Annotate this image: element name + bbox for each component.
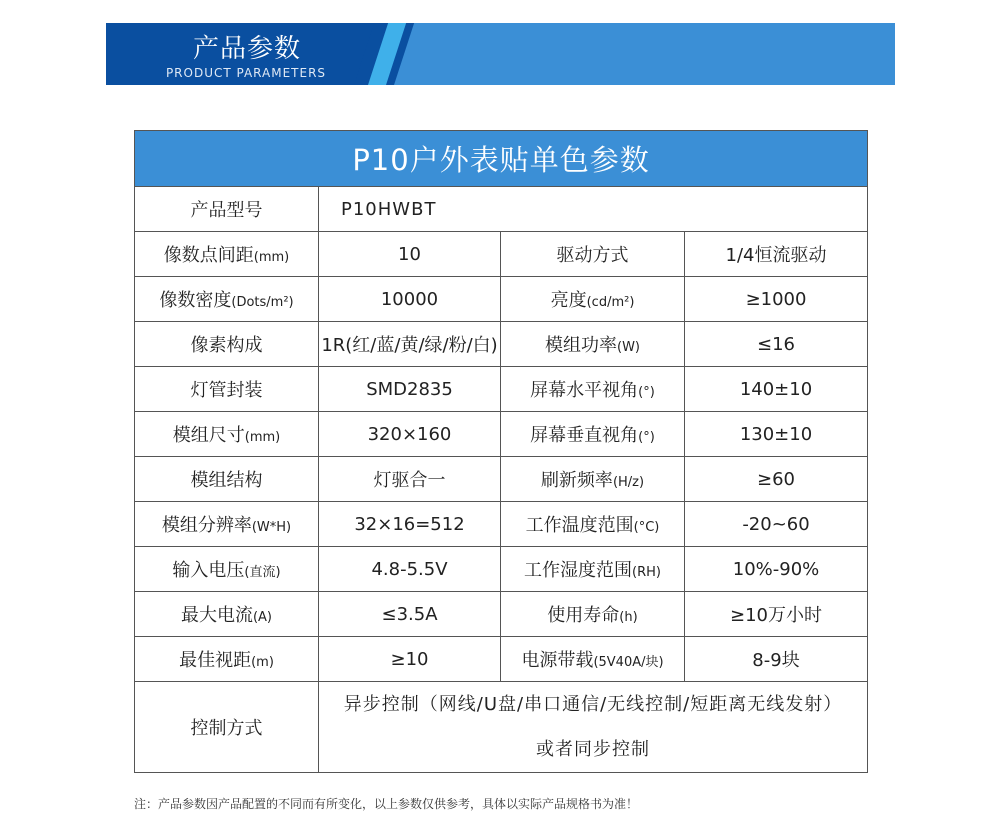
param-value-text: 10%-90% <box>732 558 820 580</box>
table-row <box>135 412 868 457</box>
param-label <box>135 412 319 457</box>
param-label-unit: (mm) <box>253 250 290 265</box>
param-value-text: 1/4恒流驱动 <box>725 245 827 266</box>
table-row-control <box>135 682 868 773</box>
param-label-text: 输入电压 <box>172 560 245 581</box>
param-value-text: 320×160 <box>367 423 452 445</box>
param-label-unit: (cd/m²) <box>586 295 635 310</box>
table-title: P10户外表贴单色参数 <box>135 131 868 187</box>
table-row <box>135 277 868 322</box>
param-label-unit: (mm) <box>244 430 281 445</box>
param-label-text: 最大电流 <box>180 605 253 626</box>
param-label-unit: (直流) <box>244 565 281 580</box>
table-row-model <box>135 187 868 232</box>
param-label <box>501 457 685 502</box>
param-label <box>135 322 319 367</box>
param-value <box>319 502 501 547</box>
param-value <box>319 367 501 412</box>
param-value-text: 1R(红/蓝/黄/绿/粉/白) <box>321 335 498 356</box>
param-label-text: 最佳视距 <box>179 650 252 671</box>
param-value-text: 8-9块 <box>752 650 800 671</box>
param-value-text: -20~60 <box>742 513 810 535</box>
param-label-unit: (Dots/m²) <box>231 295 294 310</box>
model-label: 产品型号 <box>135 187 319 232</box>
param-value <box>685 457 868 502</box>
param-label-text: 像数密度 <box>159 290 232 311</box>
param-label-text: 灯管封装 <box>190 380 263 401</box>
param-label-unit: (H/z) <box>612 475 645 490</box>
param-value-text: ≥60 <box>757 468 795 490</box>
param-value <box>319 637 501 682</box>
spec-table <box>134 130 868 773</box>
param-value-text: ≥1000 <box>745 288 807 310</box>
param-value-text: 140±10 <box>739 378 813 400</box>
param-label-text: 驱动方式 <box>556 245 629 266</box>
param-label <box>135 232 319 277</box>
param-label <box>501 322 685 367</box>
param-label <box>501 547 685 592</box>
param-value <box>319 592 501 637</box>
table-row <box>135 502 868 547</box>
param-label-text: 刷新频率 <box>540 470 613 491</box>
param-label <box>135 367 319 412</box>
param-value-text: 32×16=512 <box>354 513 465 535</box>
control-cell <box>319 682 868 773</box>
param-label-text: 电源带载 <box>521 650 594 671</box>
param-value-text: ≥10 <box>390 648 429 670</box>
param-value <box>685 322 868 367</box>
table-row <box>135 322 868 367</box>
control-label: 控制方式 <box>135 682 319 773</box>
param-label <box>135 277 319 322</box>
param-value-text: ≥10万小时 <box>730 605 822 626</box>
param-label <box>501 367 685 412</box>
banner-subtitle: PRODUCT PARAMETERS <box>165 66 327 80</box>
param-value <box>319 457 501 502</box>
param-label <box>501 592 685 637</box>
param-value <box>685 637 868 682</box>
param-label-text: 模组功率 <box>545 335 617 356</box>
table-row <box>135 232 868 277</box>
table-row <box>135 547 868 592</box>
param-label-text: 工作湿度范围 <box>524 560 633 581</box>
param-label-text: 工作温度范围 <box>525 515 634 536</box>
section-banner <box>106 23 895 85</box>
model-value: P10HWBT <box>319 187 868 232</box>
param-value <box>685 502 868 547</box>
param-value-text: 130±10 <box>739 423 813 445</box>
param-value-text: ≤3.5A <box>381 603 438 625</box>
param-value-text: 4.8-5.5V <box>371 558 448 580</box>
param-label-text: 像数点间距 <box>163 245 254 266</box>
param-label <box>135 637 319 682</box>
param-label <box>135 457 319 502</box>
param-label-unit: (5V40A/块) <box>593 655 664 670</box>
param-label-unit: (h) <box>619 610 638 625</box>
param-value-text: 灯驱合一 <box>373 470 446 491</box>
param-label-text: 屏幕垂直视角 <box>530 425 639 446</box>
param-value-text: 10 <box>398 243 421 265</box>
param-value <box>685 547 868 592</box>
param-label-text: 模组尺寸 <box>172 425 245 446</box>
table-row <box>135 457 868 502</box>
param-label-unit: (°) <box>638 385 655 400</box>
table-row <box>135 592 868 637</box>
param-label-unit: (A) <box>252 610 273 625</box>
param-label-unit: (m) <box>251 655 274 670</box>
param-value-text: ≤16 <box>757 333 795 355</box>
param-label-text: 模组结构 <box>190 470 263 491</box>
param-label <box>135 502 319 547</box>
param-label <box>501 637 685 682</box>
param-label-text: 像素构成 <box>190 335 263 356</box>
param-label-unit: (W*H) <box>251 520 292 535</box>
control-value: 异步控制（网线/U盘/串口通信/无线控制/短距离无线发射）或者同步控制 <box>343 694 843 760</box>
table-row <box>135 637 868 682</box>
param-label <box>501 232 685 277</box>
param-label <box>135 592 319 637</box>
param-label <box>501 502 685 547</box>
banner-title: 产品参数 <box>192 34 301 64</box>
param-label-text: 使用寿命 <box>547 605 620 626</box>
param-label <box>135 547 319 592</box>
param-value <box>319 232 501 277</box>
param-label-text: 屏幕水平视角 <box>530 380 639 401</box>
param-label <box>501 277 685 322</box>
table-title-row <box>135 131 868 187</box>
param-value-text: SMD2835 <box>366 378 453 400</box>
spec-rows <box>135 232 868 682</box>
param-label-text: 亮度 <box>550 290 587 311</box>
table-row <box>135 367 868 412</box>
param-value-text: 10000 <box>380 288 439 310</box>
param-value <box>685 592 868 637</box>
param-label-unit: (W) <box>617 340 640 355</box>
param-label <box>501 412 685 457</box>
footnote: 注：产品参数因产品配置的不同而有所变化，以上参数仅供参考，具体以实际产品规格书为准！ <box>134 797 639 811</box>
param-value <box>685 367 868 412</box>
param-value <box>319 547 501 592</box>
param-value <box>319 412 501 457</box>
param-label-unit: (°C) <box>633 520 660 535</box>
param-value <box>319 322 501 367</box>
param-label-unit: (RH) <box>632 565 661 580</box>
param-value <box>685 412 868 457</box>
param-value <box>685 277 868 322</box>
param-value <box>319 277 501 322</box>
param-label-unit: (°) <box>638 430 655 445</box>
param-label-text: 模组分辨率 <box>161 515 252 536</box>
param-value <box>685 232 868 277</box>
